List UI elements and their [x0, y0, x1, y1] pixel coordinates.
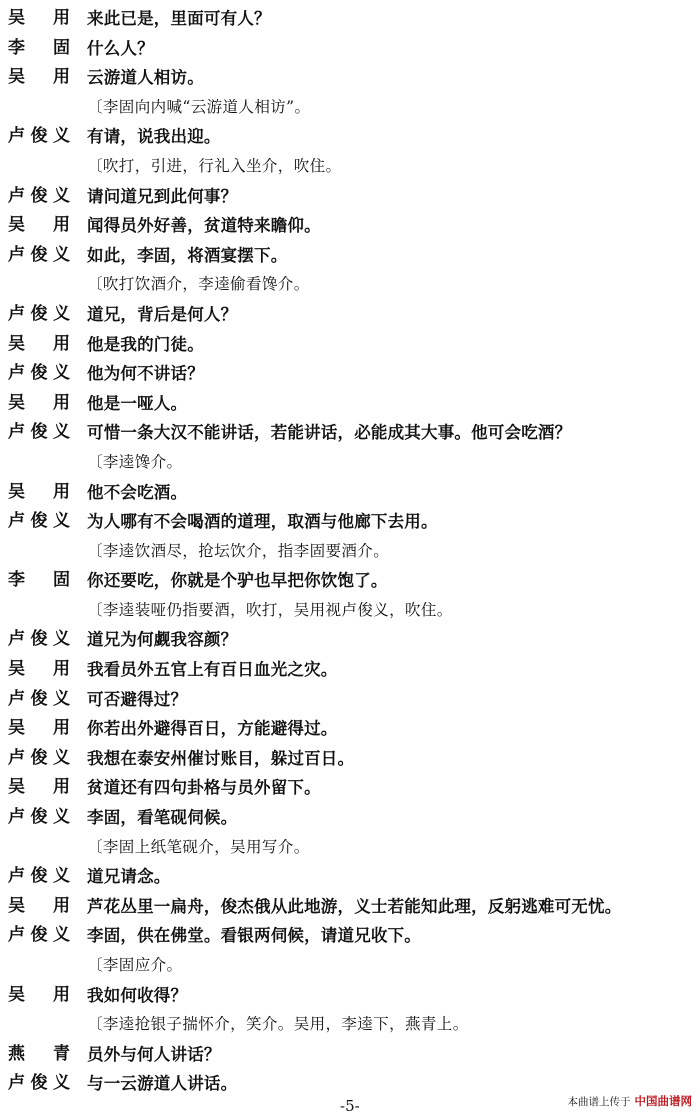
dialogue-line: [8, 655, 698, 685]
speaker-name: 吴 用: [8, 8, 70, 28]
speech-text: 他是我的门徒。: [87, 334, 204, 354]
dialogue-line: [8, 862, 698, 892]
speech-text: 闻得员外好善，贫道特来瞻仰。: [87, 216, 321, 236]
dialogue-line: [8, 241, 698, 271]
stage-direction-text: 〔吹打饮酒介，李逵偷看馋介。: [87, 275, 310, 294]
page-number: -5-: [340, 1097, 360, 1115]
speaker-name: 卢俊义: [8, 747, 70, 768]
speech-text: 他为何不讲话？: [87, 364, 204, 384]
stage-direction-text: 〔吹打，引进，行礼入坐介，吹住。: [87, 156, 342, 175]
speaker-name: 卢俊义: [8, 1073, 70, 1094]
stage-direction-text: 〔李逵装哑仍指要酒，吹打，吴用视卢俊义，吹住。: [87, 600, 453, 619]
speaker-name: 吴 用: [8, 215, 70, 236]
dialogue-line: [8, 359, 698, 389]
speech-text: 道兄请念。: [87, 867, 171, 887]
speaker-name: 卢俊义: [8, 422, 70, 443]
speech-text: 你还要吃，你就是个驴也早把你饮饱了。: [87, 571, 388, 591]
speaker-name: 卢俊义: [8, 363, 70, 384]
stage-direction-line: [8, 596, 698, 626]
dialogue-line: [8, 803, 698, 833]
speech-text: 我如何收得？: [87, 985, 188, 1005]
dialogue-line: [8, 507, 698, 537]
stage-direction-text: 〔李逵抢银子揣怀介，笑介。吴用，李逵下，燕青上。: [87, 1015, 469, 1034]
dialogue-line: [8, 981, 698, 1011]
speaker-name: 卢俊义: [8, 925, 70, 946]
dialogue-line: [8, 892, 698, 922]
speech-text: 云游道人相访。: [87, 68, 204, 88]
dialogue-line: [8, 63, 698, 93]
dialogue-line: [8, 34, 698, 64]
speaker-name: 卢俊义: [8, 185, 70, 206]
dialogue-line: [8, 625, 698, 655]
speech-text: 他不会吃酒。: [87, 482, 188, 502]
script-body: [8, 4, 698, 1099]
stage-direction-line: [8, 1010, 698, 1040]
dialogue-line: [8, 182, 698, 212]
speaker-name: 卢俊义: [8, 244, 70, 265]
speaker-name: 吴 用: [8, 333, 70, 354]
speaker-name: 吴 用: [8, 481, 70, 502]
speaker-name: 吴 用: [8, 777, 70, 798]
dialogue-line: [8, 418, 698, 448]
site-logo[interactable]: 中国曲谱网: [634, 1094, 692, 1108]
speaker-name: 吴 用: [8, 718, 70, 739]
speech-text: 李固，供在佛堂。看银两伺候，请道兄收下。: [87, 926, 421, 946]
speech-text: 可惜一条大汉不能讲话，若能讲话，必能成其大事。他可会吃酒？: [87, 423, 572, 443]
stage-direction-line: [8, 270, 698, 300]
stage-direction-line: [8, 93, 698, 123]
speaker-name: 卢俊义: [8, 303, 70, 324]
dialogue-line: [8, 744, 698, 774]
speaker-name: 卢俊义: [8, 629, 70, 650]
dialogue-line: [8, 478, 698, 508]
speaker-name: 卢俊义: [8, 511, 70, 532]
speech-text: 有请，说我出迎。: [87, 127, 221, 147]
dialogue-line: [8, 921, 698, 951]
speech-text: 什么人？: [87, 38, 154, 58]
speech-text: 来此已是，里面可有人？: [87, 9, 271, 28]
speech-text: 李固，看笔砚伺候。: [87, 808, 238, 828]
stage-direction-text: 〔李固应介。: [87, 956, 183, 974]
dialogue-line: [8, 211, 698, 241]
speech-text: 员外与何人讲话？: [87, 1044, 221, 1064]
speech-text: 道兄为何觑我容颜？: [87, 630, 238, 650]
speech-text: 他是一哑人。: [87, 393, 188, 413]
stage-direction-line: [8, 537, 698, 567]
dialogue-line: [8, 122, 698, 152]
speech-text: 芦花丛里一扁舟，俊杰俄从此地游，义士若能知此理，反躬逃难可无忧。: [87, 896, 622, 916]
speaker-name: 吴 用: [8, 659, 70, 680]
speaker-name: 卢俊义: [8, 126, 70, 147]
credit-text: 本曲谱上传于: [567, 1095, 631, 1108]
speech-text: 贫道还有四句卦格与员外留下。: [87, 778, 321, 798]
dialogue-line: [8, 300, 698, 330]
speech-text: 道兄，背后是何人？: [87, 304, 238, 324]
speaker-name: 李 固: [8, 570, 70, 591]
speaker-name: 李 固: [8, 37, 70, 58]
speech-text: 与一云游道人讲话。: [87, 1074, 238, 1094]
speech-text: 我看员外五官上有百日血光之灾。: [87, 660, 338, 680]
dialogue-line: [8, 714, 698, 744]
speech-text: 请问道兄到此何事？: [87, 186, 238, 206]
stage-direction-line: [8, 448, 698, 478]
dialogue-line: [8, 566, 698, 596]
speaker-name: 吴 用: [8, 984, 70, 1005]
stage-direction-text: 〔李逵饮酒尽，抢坛饮介，指李固要酒介。: [87, 541, 390, 560]
dialogue-line: [8, 389, 698, 419]
speaker-name: 卢俊义: [8, 807, 70, 828]
speaker-name: 吴 用: [8, 392, 70, 413]
dialogue-line: [8, 4, 698, 34]
dialogue-line: [8, 685, 698, 715]
speaker-name: 吴 用: [8, 895, 70, 916]
footer-credit: [568, 1093, 693, 1109]
speaker-name: 吴 用: [8, 67, 70, 88]
stage-direction-text: 〔李固向内喊“云游道人相访”。: [87, 97, 311, 116]
stage-direction-text: 〔李逵馋介。: [87, 452, 183, 471]
stage-direction-line: [8, 833, 698, 863]
stage-direction-text: 〔李固上纸笔砚介，吴用写介。: [87, 837, 310, 856]
speech-text: 你若出外避得百日，方能避得过。: [87, 719, 338, 739]
speech-text: 我想在泰安州催讨账目，躲过百日。: [87, 748, 355, 768]
dialogue-line: [8, 330, 698, 360]
speech-text: 为人哪有不会喝酒的道理，取酒与他廊下去用。: [87, 512, 438, 532]
stage-direction-line: [8, 951, 698, 981]
speech-text: 可否避得过？: [87, 689, 188, 709]
speaker-name: 卢俊义: [8, 866, 70, 887]
dialogue-line: [8, 773, 698, 803]
speaker-name: 卢俊义: [8, 688, 70, 709]
stage-direction-line: [8, 152, 698, 182]
speaker-name: 燕 青: [8, 1043, 70, 1064]
speech-text: 如此，李固，将酒宴摆下。: [87, 245, 288, 265]
dialogue-line: [8, 1040, 698, 1070]
